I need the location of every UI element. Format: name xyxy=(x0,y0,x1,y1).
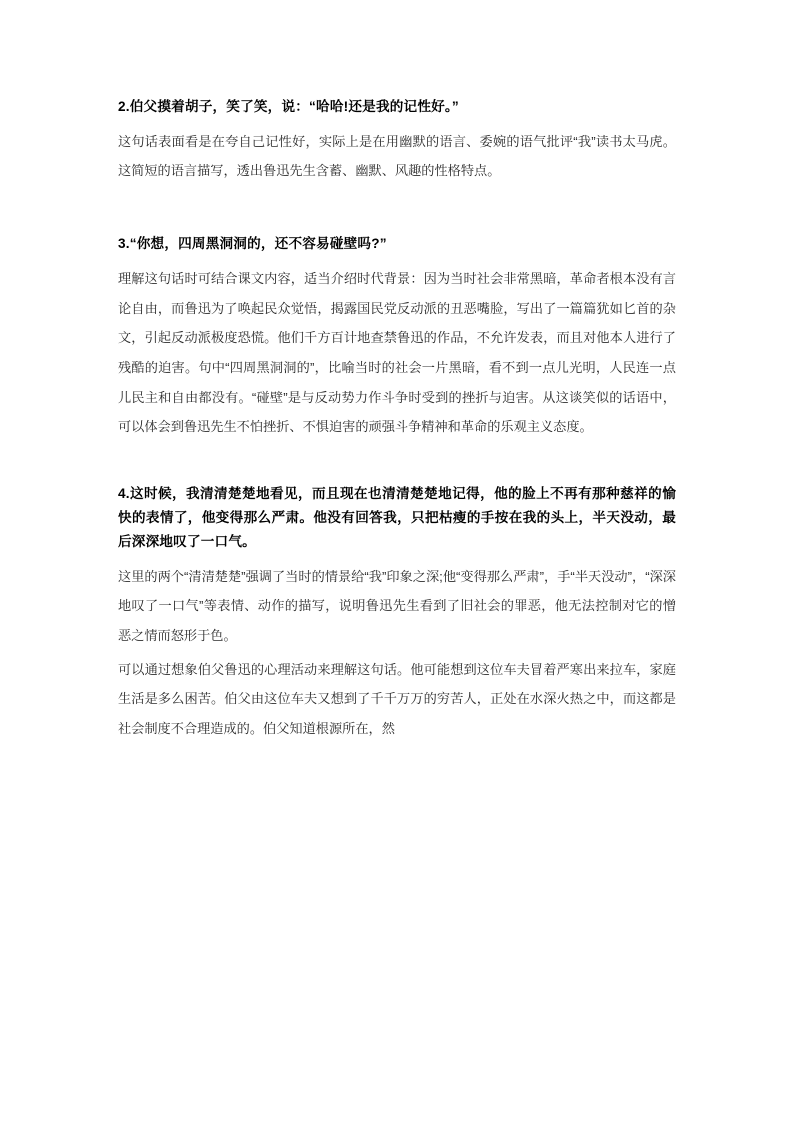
document-body xyxy=(118,95,676,744)
section-paragraph: 可以通过想象伯父鲁迅的心理活动来理解这句话。他可能想到这位车夫冒着严寒出来拉车，家庭生活是多么困苦。伯父由这位车夫又想到了千千万万的穷苦人，正处在水深火热之中，而这都是社会制度不合理造成的。伯父知道根源所在，然 xyxy=(118,661,676,737)
section-paragraph: 这句话表面看是在夸自己记性好，实际上是在用幽默的语言、委婉的语气批评“我”读书太马虎。这简短的语言描写，透出鲁迅先生含蓄、幽默、风趣的性格特点。 xyxy=(118,133,676,179)
section-spacer xyxy=(118,186,676,232)
section-heading: 4.这时候，我清清楚楚地看见，而且现在也清清楚楚地记得，他的脸上不再有那种慈祥的愉快的表情了，他变得那么严肃。他没有回答我，只把枯瘦的手按在我的头上，半天没动，最后深深地叹了一口气。 xyxy=(118,486,676,549)
section-heading: 3.“你想，四周黑洞洞的，还不容易碰壁吗?” xyxy=(118,236,387,252)
section-item-3 xyxy=(118,232,676,442)
section-spacer xyxy=(118,442,676,482)
section-item-2 xyxy=(118,95,676,186)
section-heading: 2.伯父摸着胡子，笑了笑，说：“哈哈!还是我的记性好。” xyxy=(118,99,459,114)
section-paragraph: 这里的两个“清清楚楚”强调了当时的情景给“我”印象之深;他“变得那么严肃”，手“半天没动”，“深深地叹了一口气”等表情、动作的描写，说明鲁迅先生看到了旧社会的罪恶，他无法控制对它的憎恶之情而怒形于色。 xyxy=(118,568,676,643)
section-item-4 xyxy=(118,482,676,744)
section-paragraph: 理解这句话时可结合课文内容，适当介绍时代背景：因为当时社会非常黑暗，革命者根本没有言论自由，而鲁迅为了唤起民众觉悟，揭露国民党反动派的丑恶嘴脸，写出了一篇篇犹如匕首的杂文，引起反动派极度恐慌。他们千方百计地查禁鲁迅的作品，不允许发表，而且对他本人进行了残酷的迫害。句中“四周黑洞洞的”，比喻当时的社会一片黑暗，看不到一点儿光明，人民连一点儿民主和自由都没有。“碰壁”是与反动势力作斗争时受到的挫折与迫害。从这谈笑似的话语中，可以体会到鲁迅先生不怕挫折、不惧迫害的顽强斗争精神和革命的乐观主义态度。 xyxy=(118,270,676,435)
